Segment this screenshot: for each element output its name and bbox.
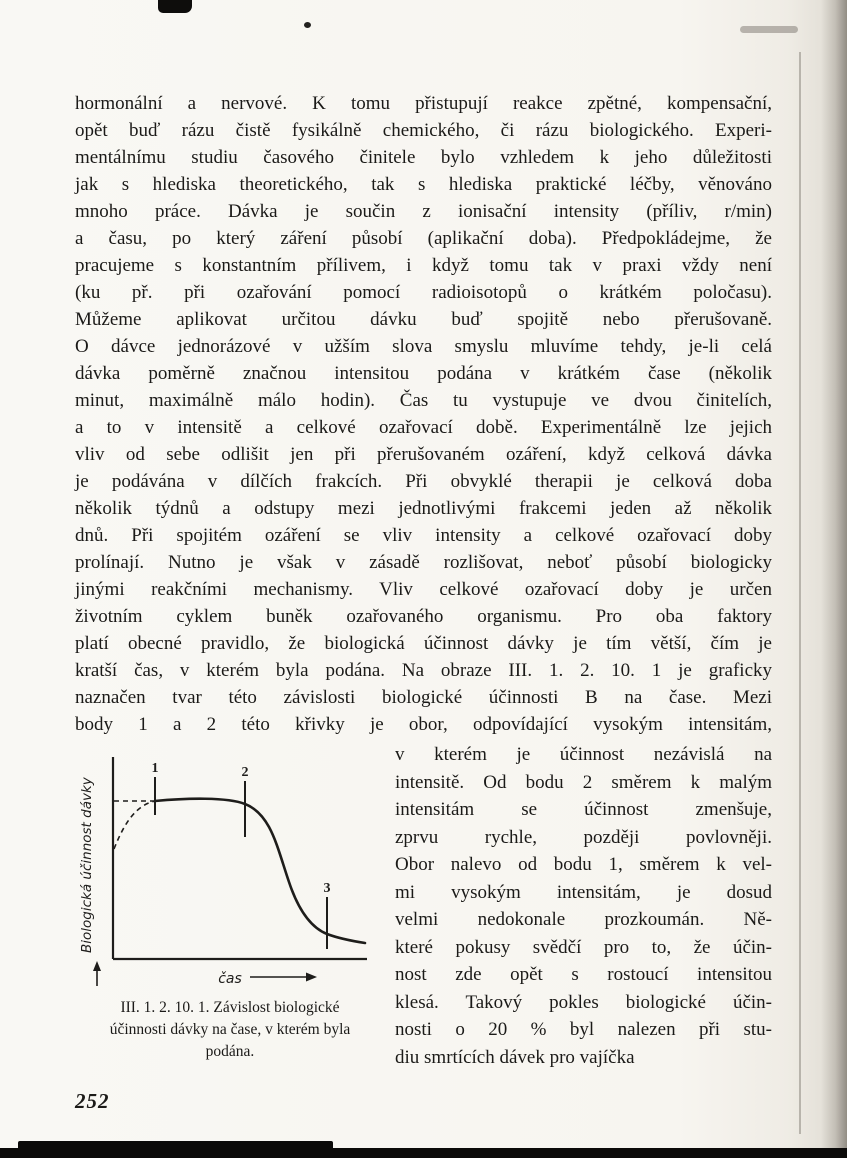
scan-artifact-top-speck xyxy=(304,22,311,28)
scan-artifact-right-line xyxy=(799,52,801,1134)
curve-dashed-rise xyxy=(114,801,155,849)
scan-artifact-top-blob xyxy=(158,0,192,13)
scan-artifact-bottom-bar xyxy=(18,1141,333,1153)
scan-artifact-right-shadow xyxy=(821,0,847,1158)
text-line: několik týdnů a odstupy mezi jednotlivými frakcemi jeden až několik xyxy=(75,498,772,519)
text-line: vliv od sebe odlišit jen při přerušovaném ozáření, když celková dávka xyxy=(75,444,772,465)
text-line: podána. xyxy=(205,1043,255,1060)
text-line: mi vysokým intensitám, je dosud xyxy=(395,881,772,903)
text-line: dávka poměrně značnou intensitou podána v krátkém čase (několik xyxy=(75,363,772,384)
marker-3-label: 3 xyxy=(323,881,331,896)
text-line: diu smrtících dávek pro vajíčka xyxy=(395,1046,635,1068)
text-line: a času, po který záření působí (aplikační doba). Předpokládejme, že xyxy=(75,228,772,249)
text-line: opět buď rázu čistě fysikálně chemického, či rázu biologického. Experi- xyxy=(75,120,772,141)
text-line: jinými reakčními mechanismy. Vliv celkové ozařovací doby je určen xyxy=(75,579,772,600)
text-line: které pokusy svědčí pro to, že účin- xyxy=(395,936,772,958)
text-line: mentálnímu studiu časového činitele bylo vzhledem k jeho důležitosti xyxy=(75,147,772,168)
text-line: a to v intensitě a celkové ozařovací době. Experimentálně lze jejich xyxy=(75,417,772,438)
chart-svg xyxy=(75,751,385,989)
y-axis-arrow xyxy=(93,961,101,986)
text-line: účinnosti dávky na čase, v kterém byla xyxy=(109,1021,351,1038)
text-line: Obor nalevo od bodu 1, směrem k vel- xyxy=(395,854,772,875)
text-line: nosti o 20 % byl nalezen při stu- xyxy=(395,1019,772,1040)
text-line: nost zde opět s rostoucí intensitou xyxy=(395,964,772,985)
text-line: III. 1. 2. 10. 1. Závislost biologické xyxy=(120,999,340,1016)
text-line: body 1 a 2 této křivky je obor, odpovídající vysokým intensitám, xyxy=(75,714,772,735)
text-line: Můžeme aplikovat určitou dávku buď spojitě nebo přerušovaně. xyxy=(75,309,772,330)
x-axis-label: čas xyxy=(218,971,242,987)
text-block xyxy=(75,90,772,1114)
scan-artifact-bottom-edge xyxy=(0,1148,847,1158)
figure-caption xyxy=(80,997,380,1063)
text-line: minut, maximálně málo hodin). Čas tu vystupuje ve dvou činitelích, xyxy=(75,390,772,411)
text-line: hormonální a nervové. K tomu přistupují reakce zpětné, kompensační, xyxy=(75,93,772,114)
text-line: O dávce jednorázové v užším slova smyslu mluvíme tehdy, je-li celá xyxy=(75,336,772,357)
text-line: kratší čas, v kterém byla podána. Na obraze III. 1. 2. 10. 1 je graficky xyxy=(75,660,772,681)
text-line: platí obecné pravidlo, že biologická účinnost dávky je tím větší, čím je xyxy=(75,633,772,654)
x-axis-arrow xyxy=(250,973,317,982)
curve-marker-2 xyxy=(242,765,249,837)
scan-artifact-top-smudge xyxy=(740,26,798,33)
text-line: zprvu rychle, později povlovněji. xyxy=(395,826,772,848)
text-line: intensitám se účinnost zmenšuje, xyxy=(395,799,772,820)
text-line: naznačen tvar této závislosti biologické účinnosti B na čase. Mezi xyxy=(75,687,772,708)
figure-chart xyxy=(75,741,385,1063)
text-line: v kterém je účinnost nezávislá na xyxy=(395,744,772,765)
curve-marker-3 xyxy=(324,881,331,949)
marker-2-label: 2 xyxy=(241,765,249,780)
y-axis-label: Biologická účinnost dávky xyxy=(79,777,95,953)
figure-and-wrap-row xyxy=(75,741,772,1071)
text-line: intensitě. Od bodu 2 směrem k malým xyxy=(395,771,772,793)
curve-marker-1 xyxy=(152,761,159,815)
marker-1-label: 1 xyxy=(151,761,159,776)
text-line: pracujeme s konstantním přílivem, i když tomu tak v praxi vždy není xyxy=(75,255,772,276)
text-line: je podávána v dílčích frakcích. Při obvyklé therapii je celková doba xyxy=(75,471,772,492)
text-line: životním cyklem buněk ozařovaného organismu. Pro oba faktory xyxy=(75,606,772,627)
body-paragraph xyxy=(75,90,772,738)
text-line: (ku př. při ozařování pomocí radioisotopů o krátkém poločasu). xyxy=(75,282,772,303)
text-line: prolínají. Nutno je však v zásadě rozlišovat, neboť působí biologicky xyxy=(75,552,772,573)
text-line: jak s hlediska theoretického, tak s hlediska praktické léčby, věnováno xyxy=(75,174,772,195)
effectiveness-curve xyxy=(155,799,365,943)
text-line: mnoho práce. Dávka je součin z ionisační intensity (příliv, r/min) xyxy=(75,201,772,222)
wrapped-paragraph xyxy=(385,741,772,1071)
text-line: velmi nedokonale prozkoumán. Ně- xyxy=(395,909,772,930)
text-line: klesá. Takový pokles biologické účin- xyxy=(395,991,772,1013)
page-number: 252 xyxy=(75,1089,110,1113)
text-line: dnů. Při spojitém ozáření se vliv intensity a celkové ozařovací doby xyxy=(75,525,772,546)
